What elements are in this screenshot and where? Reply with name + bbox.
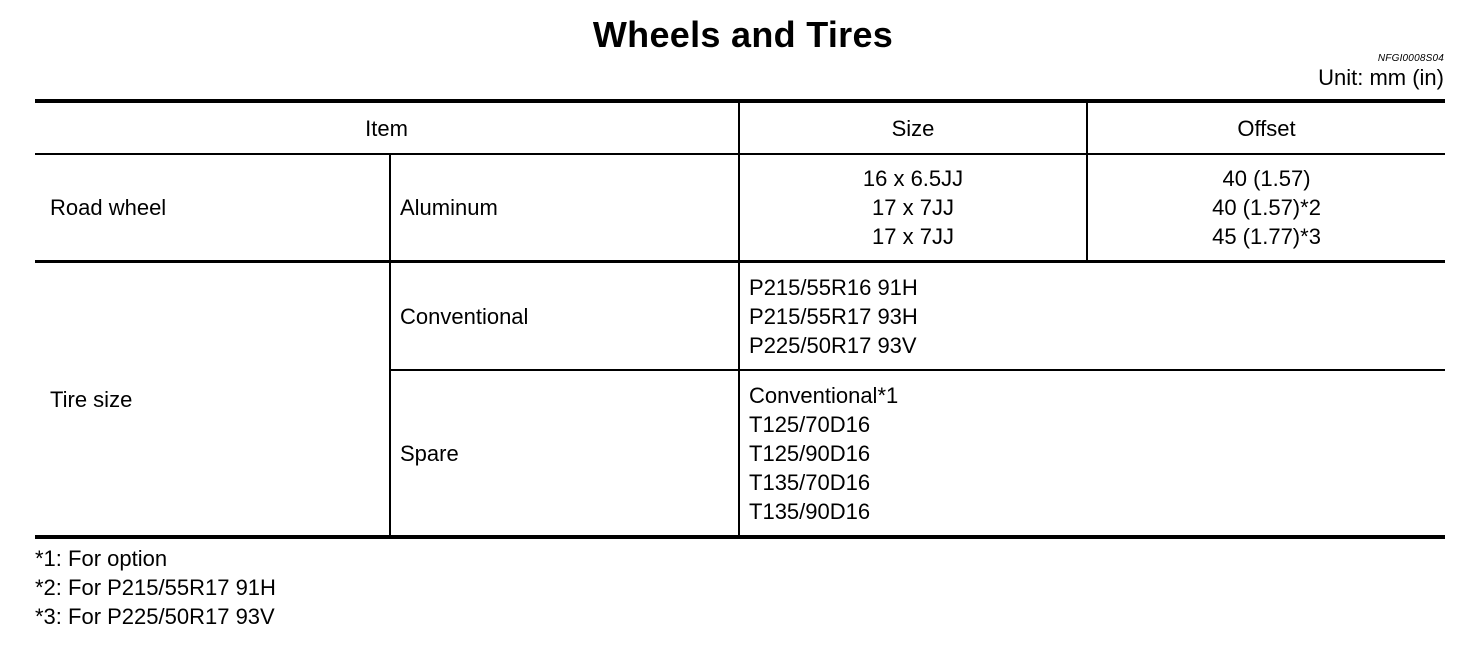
spare-size: T125/90D16 — [749, 440, 871, 466]
footnote: *2: For P215/55R17 91H — [35, 575, 276, 600]
road-wheel-sizes — [739, 154, 1087, 262]
conventional-label: Conventional — [390, 262, 739, 371]
table-row-tire-conventional — [35, 262, 1445, 371]
road-wheel-offsets — [1087, 154, 1445, 262]
road-wheel-offset: 45 (1.77)*3 — [1212, 224, 1321, 249]
road-wheel-type: Aluminum — [390, 154, 739, 262]
conventional-size: P215/55R17 93H — [749, 303, 918, 329]
conventional-size: P225/50R17 93V — [749, 332, 917, 358]
wheels-tires-table — [35, 99, 1445, 539]
unit-label: Unit: mm (in) — [1318, 65, 1444, 90]
spare-sizes — [739, 370, 1445, 537]
road-wheel-size: 16 x 6.5JJ — [862, 166, 964, 191]
conventional-size: P215/55R16 91H — [749, 274, 918, 300]
header-size: Size — [739, 101, 1087, 154]
footnote: *1: For option — [35, 546, 168, 571]
conventional-sizes — [739, 262, 1445, 371]
table-row-road-wheel — [35, 154, 1445, 262]
road-wheel-label: Road wheel — [35, 154, 390, 262]
spare-size: T135/90D16 — [749, 498, 871, 524]
header-offset: Offset — [1087, 101, 1445, 154]
page-title: Wheels and Tires — [592, 14, 894, 55]
spare-size: T135/70D16 — [749, 469, 871, 495]
footnote: *3: For P225/50R17 93V — [35, 604, 275, 629]
footnotes — [35, 544, 276, 631]
road-wheel-offset: 40 (1.57)*2 — [1212, 195, 1321, 220]
header-row — [35, 101, 1445, 154]
road-wheel-size: 17 x 7JJ — [872, 195, 954, 220]
tire-size-label: Tire size — [35, 262, 390, 538]
road-wheel-offset: 40 (1.57) — [1222, 166, 1311, 191]
spare-size: Conventional*1 — [749, 382, 899, 408]
document-code: NFGI0008S04 — [1377, 53, 1444, 64]
spare-label: Spare — [390, 370, 739, 537]
spare-size: T125/70D16 — [749, 411, 871, 437]
header-item: Item — [35, 101, 739, 154]
road-wheel-size: 17 x 7JJ — [872, 224, 954, 249]
